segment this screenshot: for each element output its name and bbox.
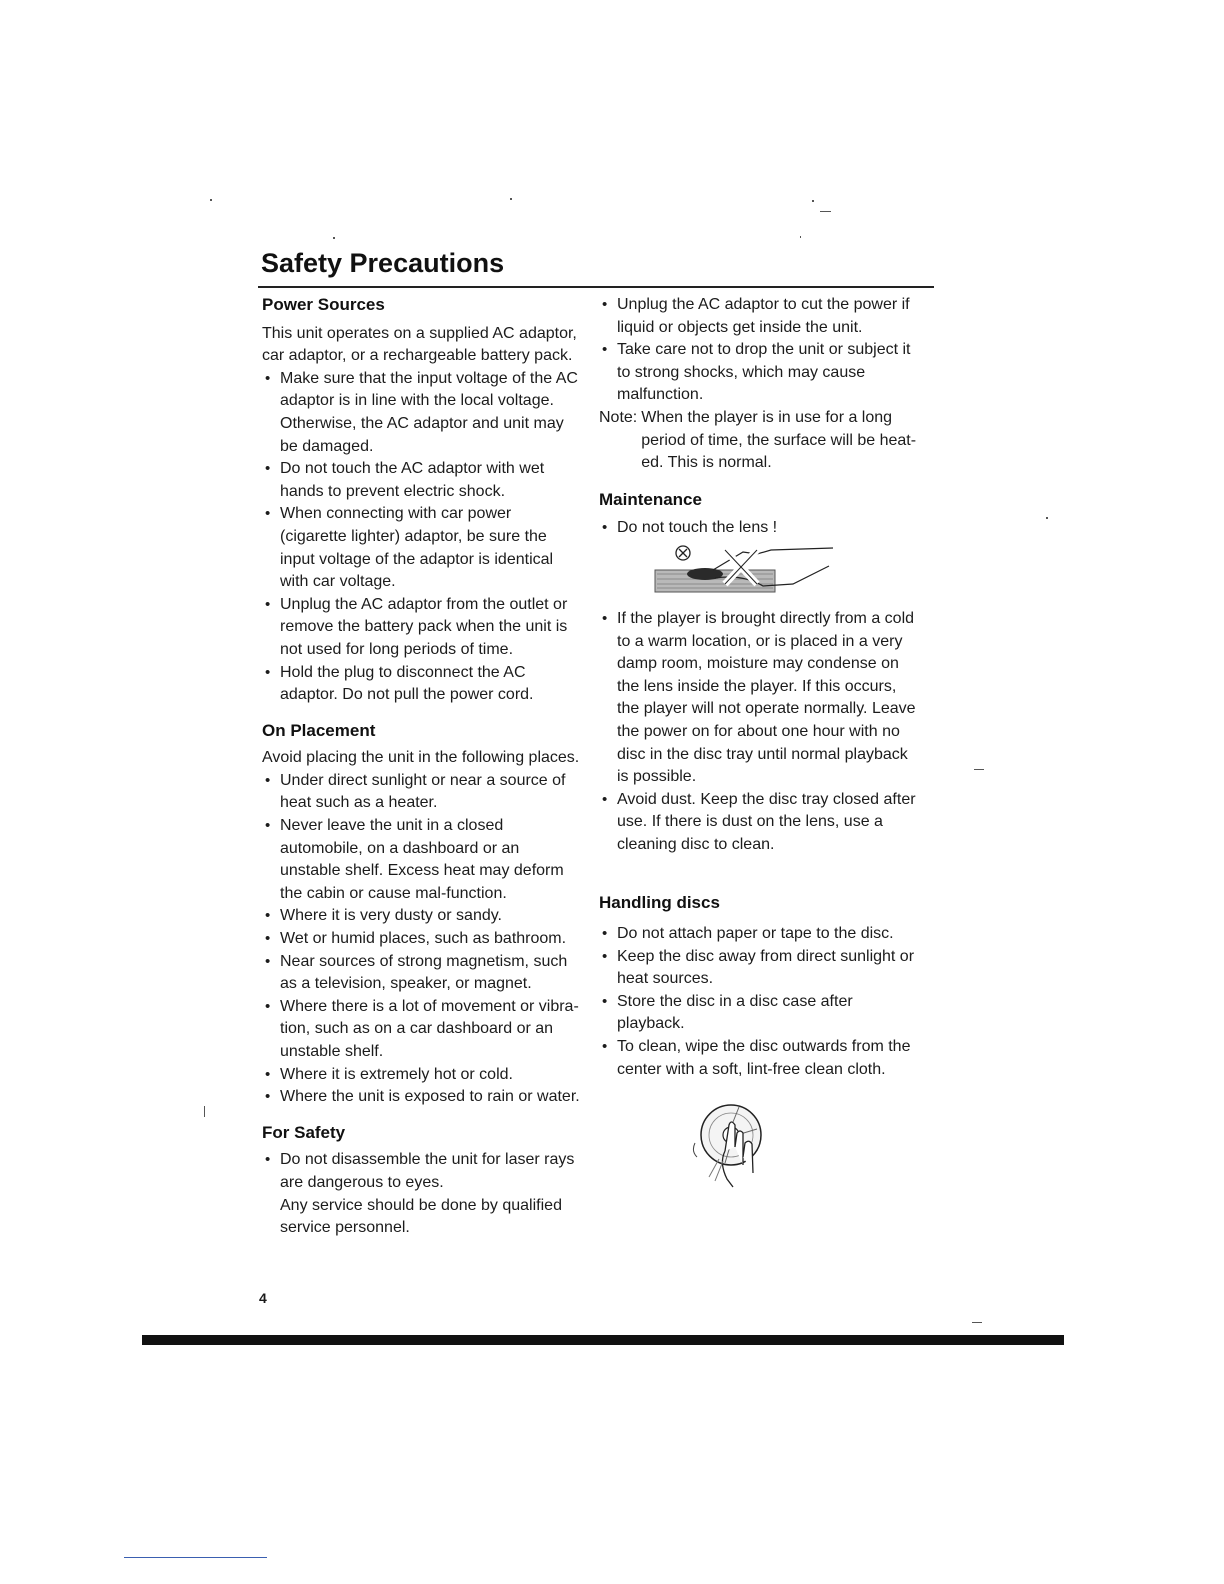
list-item: • Do not touch the AC adaptor with wet hands to prevent electric shock. <box>262 458 582 503</box>
power-sources-heading: Power Sources <box>262 295 385 314</box>
left-column <box>262 294 582 1240</box>
maintenance-list <box>599 608 919 857</box>
list-item: • Never leave the unit in a closed automobile, on a dashboard or an unstable shelf. Excess heat may deform the cabin or cause mal-function. <box>262 815 582 905</box>
scan-speck <box>333 237 335 239</box>
list-item: • Unplug the AC adaptor from the outlet or remove the battery pack when the unit is not used for long periods of time. <box>262 594 582 662</box>
list-item: • Do not touch the lens ! <box>599 517 919 540</box>
scan-speck <box>510 198 512 200</box>
handling-discs-list <box>599 923 919 1081</box>
list-item: • Wet or humid places, such as bathroom. <box>262 928 582 951</box>
bottom-blue-rule <box>124 1557 267 1558</box>
power-sources-section <box>262 294 582 707</box>
list-item: • Do not disassemble the unit for laser rays are dangerous to eyes. <box>262 1149 582 1194</box>
scan-speck <box>210 199 212 201</box>
scan-speck <box>812 200 814 202</box>
list-item: • Avoid dust. Keep the disc tray closed after use. If there is dust on the lens, use a cleaning disc to clean. <box>599 789 919 857</box>
maintenance-heading: Maintenance <box>599 489 702 509</box>
right-column <box>599 294 919 1213</box>
scan-speck <box>820 211 831 212</box>
hand-wiping-disc-icon <box>673 1095 813 1205</box>
note-text: When the player is in use for a long period of time, the surface will be heat-ed. This is normal. <box>641 408 917 472</box>
for-safety-heading: For Safety <box>262 1122 346 1142</box>
page-title: Safety Precautions <box>261 248 505 278</box>
list-item: • Unplug the AC adaptor to cut the power if liquid or objects get inside the unit. <box>599 294 919 339</box>
list-item: • When connecting with car power (cigarette lighter) adaptor, be sure the input voltage of the adaptor is identical with car voltage. <box>262 503 582 593</box>
note-label: Note: <box>599 408 638 426</box>
power-sources-intro: This unit operates on a supplied AC adaptor, car adaptor, or a rechargeable battery pack. <box>262 324 577 365</box>
scan-speck <box>1046 517 1048 519</box>
page-number: 4 <box>259 1290 267 1306</box>
bottom-bar <box>142 1335 1064 1345</box>
list-item: • Keep the disc away from direct sunlight or heat sources. <box>599 946 919 991</box>
scan-speck <box>204 1106 205 1117</box>
for-safety-continuation: Any service should be done by qualified service personnel. <box>280 1196 562 1237</box>
for-safety-list <box>262 1149 582 1194</box>
on-placement-section <box>262 720 582 1109</box>
scan-speck <box>972 1322 982 1323</box>
list-item: • Hold the plug to disconnect the AC adaptor. Do not pull the power cord. <box>262 662 582 707</box>
for-safety-section <box>262 1122 582 1240</box>
handling-discs-section <box>599 892 919 1212</box>
on-placement-heading: On Placement <box>262 720 376 740</box>
list-item: • Near sources of strong magnetism, such as a television, speaker, or magnet. <box>262 951 582 996</box>
note <box>599 407 919 475</box>
handling-discs-heading: Handling discs <box>599 893 720 913</box>
list-item: • Make sure that the input voltage of the AC adaptor is in line with the local voltage. Otherwise, the AC adaptor and unit may be damaged. <box>262 368 582 458</box>
list-item: • Take care not to drop the unit or subject it to strong shocks, which may cause malfunction. <box>599 339 919 407</box>
hand-touching-lens-icon <box>653 544 843 600</box>
list-item: • Where there is a lot of movement or vibra-tion, such as on a car dashboard or an unstable shelf. <box>262 996 582 1064</box>
scan-speck <box>974 769 984 770</box>
list-item: • If the player is brought directly from a cold to a warm location, or is placed in a very damp room, moisture may condense on the lens inside the player. If this occurs, the player will not operate normally. Leave the power on for about one hour with no disc in the disc tray until normal playback is possible. <box>599 608 919 789</box>
list-item: • Where the unit is exposed to rain or water. <box>262 1086 582 1109</box>
list-item: • Where it is extremely hot or cold. <box>262 1064 582 1087</box>
list-item: • Store the disc in a disc case after playback. <box>599 991 919 1036</box>
lens-illustration <box>653 544 919 600</box>
on-placement-list <box>262 770 582 1109</box>
lens-bullet-list <box>599 517 919 540</box>
title-rule <box>258 286 934 288</box>
power-sources-list <box>262 368 582 707</box>
disc-cleaning-illustration <box>673 1095 919 1213</box>
top-bullet-list <box>599 294 919 407</box>
list-item: • Where it is very dusty or sandy. <box>262 905 582 928</box>
list-item: • To clean, wipe the disc outwards from the center with a soft, lint-free clean cloth. <box>599 1036 919 1081</box>
maintenance-section <box>599 489 919 857</box>
list-item: • Under direct sunlight or near a source of heat such as a heater. <box>262 770 582 815</box>
scan-speck <box>800 236 801 238</box>
list-item: • Do not attach paper or tape to the disc. <box>599 923 919 946</box>
on-placement-intro: Avoid placing the unit in the following places. <box>262 749 580 767</box>
